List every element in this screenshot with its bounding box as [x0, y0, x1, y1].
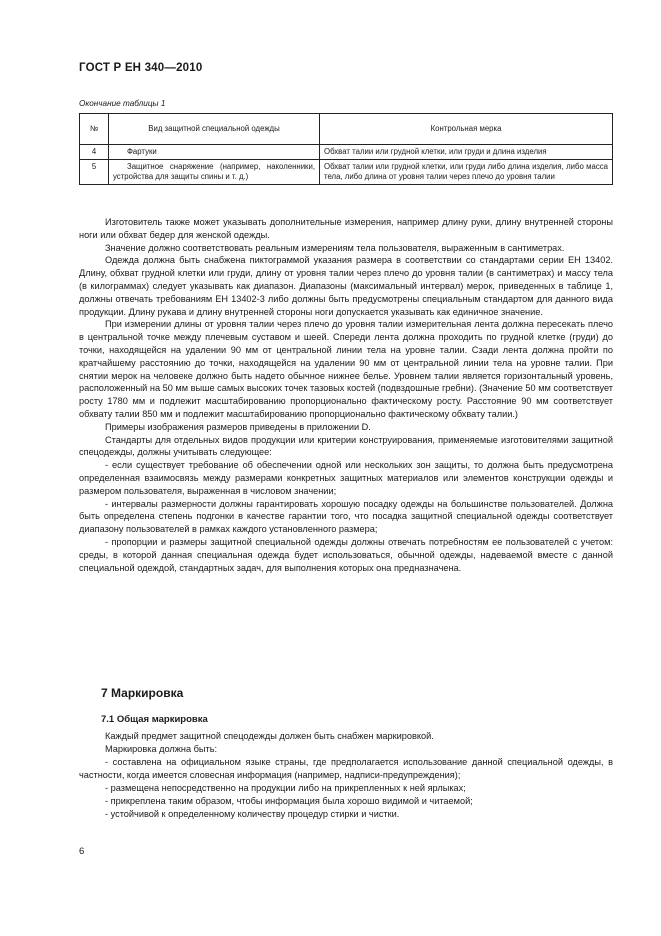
- body-text: [79, 216, 613, 574]
- row-kind: Фартуки: [109, 145, 320, 160]
- measurements-table: [79, 113, 613, 185]
- paragraph: Одежда должна быть снабжена пиктограммой указания размера в соответствии со стандартами серии ЕН 13402. Длину, обхват грудной клетки или груди, длину от уровня талии через плечо до уровня талии (в сантиметрах) и массу тела (в килограммах) следует указывать как диапазон. Диапазоны (максимальный интервал) мерок, приведенных в таблице 1, должны отвечать требованиям ЕН 13402-3 либо должны быть предусмотрены специальным стандартом для данного вида продукции. Длину рукава и длину внутренней стороны ноги допускается указывать как единичное значение.: [79, 255, 613, 317]
- list-item: - устойчивой к определенному количеству процедур стирки и чистки.: [105, 809, 400, 819]
- table-row: [80, 160, 613, 185]
- list-item: - размещена непосредственно на продукции либо на прикрепленных к ней ярлыках;: [105, 783, 466, 793]
- document-header: ГОСТ Р ЕН 340—2010: [79, 62, 203, 74]
- paragraph: Маркировка должна быть:: [105, 744, 218, 754]
- paragraph: При измерении длины от уровня талии через плечо до уровня талии измерительная лента должна пересекать плечо в центральной точке между плечевым суставом и шеей. Спереди лента должна проходить по грудной клетке (груди) до точки, находящейся на удалении 90 мм от центральной линии тела на уровне талии. Сзади лента должна пройти по кратчайшему расстоянию до точки, находящейся на удалении 90 мм от центральной линии тела на уровне талии. При снятии мерок на человеке должно быть надето обычное нижнее белье. Уровнем талии является горизонтальный уровень, расположенный на 50 мм выше самых высоких точек тазовых костей (подвздошные гребни). (Значение 50 мм соответствует росту 1780 мм и подлежит масштабированию пропорционально фактическому росту. Расстояние 90 мм соответствует обхвату талии 850 мм и подлежит масштабированию пропорционально фактическому обхвату талии.): [79, 319, 613, 419]
- subsection-heading: 7.1 Общая маркировка: [101, 714, 208, 725]
- paragraph: Значение должно соответствовать реальным измерениям тела пользователя, выраженным в сантиметрах.: [105, 242, 565, 253]
- column-header-measure: Контрольная мерка: [320, 114, 613, 145]
- row-measure: Обхват талии или грудной клетки, или груди и длина изделия: [320, 145, 613, 160]
- paragraph: Стандарты для отдельных видов продукции или критерии конструирования, применяемые изготовителями защитной спецодежды, должны учитывать следующее:: [79, 434, 613, 458]
- list-item: - если существует требование об обеспечении одной или нескольких зон защиты, то должна быть предусмотрена определенная взаимосвязь между размерами конкретных защитных материалов или элементов конструкции одежды и размером пользователя, выраженная в числовом значении;: [79, 460, 613, 496]
- paragraph: Примеры изображения размеров приведены в приложении D.: [105, 421, 371, 432]
- page-number: 6: [79, 846, 85, 857]
- section7-body: [79, 730, 613, 821]
- table-row: [80, 145, 613, 160]
- list-item: - интервалы размерности должны гарантировать хорошую посадку одежды на большинстве пользователей. Должна быть определена степень подгонки в качестве гарантии того, что посадка защитной специальной одежды соответствует диапазону пользователей в рамках каждого установленного размера;: [79, 498, 613, 535]
- table-caption: Окончание таблицы 1: [79, 99, 166, 108]
- table-header-row: [80, 114, 613, 145]
- row-number: 5: [80, 160, 109, 185]
- list-item: - пропорции и размеры защитной специальной одежды должны отвечать потребностям ее пользователей с учетом: среды, в которой данная специальная одежда будет использоваться, обычной одежды, надеваемой вместе с данной специальной одеждой, стандартных задач, для выполнения которых она предназначена.: [79, 536, 613, 573]
- column-header-number: №: [80, 114, 109, 145]
- row-kind: Защитное снаряжение (например, наколенники, устройства для защиты спины и т. д.): [109, 160, 320, 185]
- row-number: 4: [80, 145, 109, 160]
- list-item: - прикреплена таким образом, чтобы информация была хорошо видимой и читаемой;: [105, 796, 473, 806]
- section-heading: 7 Маркировка: [101, 686, 184, 700]
- column-header-kind: Вид защитной специальной одежды: [109, 114, 320, 145]
- paragraph: Каждый предмет защитной спецодежды должен быть снабжен маркировкой.: [105, 731, 434, 741]
- row-measure: Обхват талии или грудной клетки, или груди либо длина изделия, либо масса тела, либо длина от уровня талии через плечо до уровня талии: [320, 160, 613, 185]
- paragraph: Изготовитель также может указывать дополнительные измерения, например длину руки, длину внутренней стороны ноги или обхват бедер для женской одежды.: [79, 217, 613, 240]
- list-item: - составлена на официальном языке страны, где предполагается использование данной специальной одежды, в частности, когда имеется словесная информация (например, надписи-предупреждения);: [79, 757, 613, 780]
